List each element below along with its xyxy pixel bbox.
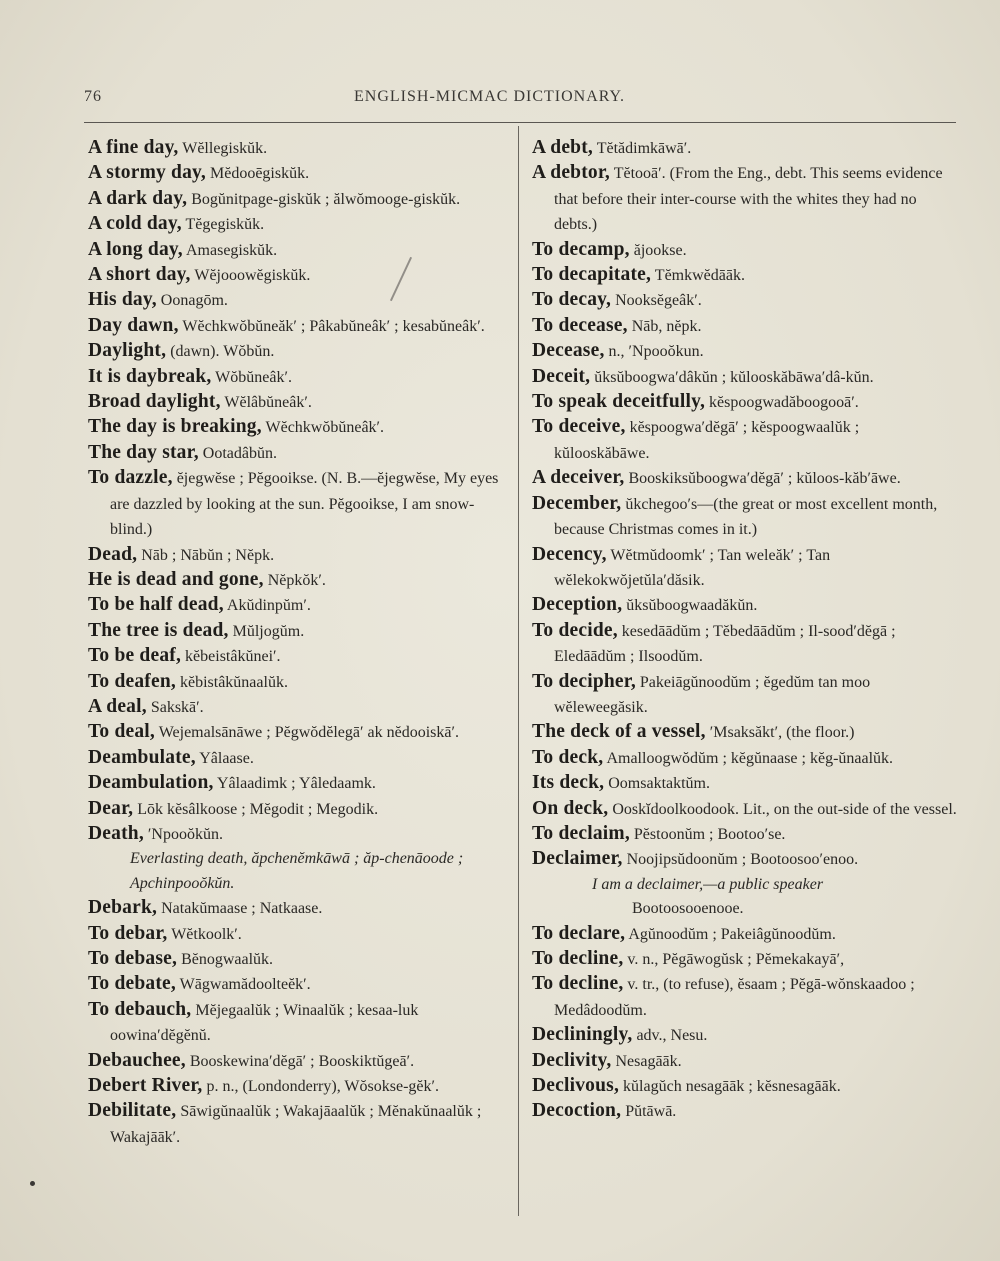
entry-definition: Lōk kĕsâlkoose ; Mĕgodit ; Megodik. [133, 800, 379, 818]
entry-headword: Dead, [88, 543, 138, 565]
entry-definition: Nāb, nĕpk. [627, 317, 702, 335]
dictionary-entry [532, 161, 958, 237]
entry-definition: adv., Nesu. [632, 1027, 708, 1045]
entry-definition: Amasegiskŭk. [182, 241, 278, 259]
entry-definition: Nāb ; Nābŭn ; Nĕpk. [137, 546, 275, 564]
entry-definition: Wĕchkwŏbŭneăk′ ; Pâkabŭneâk′ ; kesabŭneâk′. [178, 317, 485, 335]
entry-headword: Decliningly, [532, 1024, 633, 1046]
dictionary-entry [88, 998, 516, 1049]
entry-definition: Pŭtāwā. [621, 1103, 677, 1121]
entry-definition: Wejemalsānāwe ; Pĕgwŏdĕlegā′ ak nĕdooiskā′. [154, 724, 459, 742]
entry-headword: Decency, [532, 543, 607, 565]
entry-definition: Wŏbŭneâk′. [211, 368, 292, 386]
entry-headword: December, [532, 492, 622, 514]
running-title: ENGLISH-MICMAC DICTIONARY. [354, 88, 626, 105]
entry-headword: A fine day, [88, 137, 179, 158]
entry-headword: The day star, [88, 441, 199, 463]
entry-headword: Dear, [88, 797, 134, 819]
dictionary-entry [88, 543, 516, 568]
dictionary-entry [88, 314, 516, 339]
entry-headword: To deck, [532, 746, 604, 768]
dictionary-entry [88, 568, 516, 593]
entry-definition: ăjookse. [629, 241, 687, 259]
dictionary-entry [88, 771, 516, 796]
entry-definition: Wĕchkwŏbŭneâk′. [261, 419, 385, 437]
entry-definition: Oonagōm. [156, 292, 228, 310]
entry-headword: To be deaf, [88, 645, 182, 667]
entry-headword: Debauchee, [88, 1049, 186, 1071]
dictionary-entry [88, 822, 516, 847]
dictionary-entry [88, 1049, 516, 1074]
dictionary-entry [88, 187, 516, 212]
entry-headword: He is dead and gone, [88, 568, 264, 590]
entry-definition: p. n., (Londonderry), Wŏsokse-gĕk′. [202, 1078, 439, 1096]
entry-headword: It is daybreak, [88, 365, 212, 387]
entry-definition: Mŭljogŭm. [228, 622, 305, 640]
dictionary-entry [88, 644, 516, 669]
entry-headword: Declivous, [532, 1075, 620, 1097]
entry-headword: The deck of a vessel, [532, 721, 706, 743]
dictionary-entry [532, 314, 958, 339]
entry-definition: Sakskā′. [146, 698, 204, 716]
entry-headword: On deck, [532, 797, 609, 819]
entry-headword: To dazzle, [88, 467, 173, 489]
dictionary-entry [88, 896, 516, 921]
entry-definition: Tĕtooā′. (From the Eng., debt. This seems evidence that before their inter-course with the whites they had no debts.) [554, 165, 943, 234]
dictionary-note: Everlasting death, ăpchenĕmkāwā ; ăp-chenāoode ; Apchinpooŏkŭn. [130, 850, 464, 892]
entry-definition: Yâlaadimk ; Yâledaamk. [213, 775, 376, 793]
entry-definition: kesedāādŭm ; Tĕbedāādŭm ; Il-sood′dĕgā ; Eledāādŭm ; Ilsoodŭm. [554, 622, 896, 666]
entry-headword: The tree is dead, [88, 619, 229, 641]
entry-headword: Declivity, [532, 1049, 612, 1071]
dictionary-entry [88, 415, 516, 440]
entry-definition: v. tr., (to refuse), ĕsaam ; Pĕgā-wŏnskaadoo ; Medâdoodŭm. [554, 976, 915, 1019]
page-header [84, 88, 940, 112]
column-divider [518, 126, 519, 1216]
entry-headword: To decease, [532, 314, 628, 336]
entry-definition: kĕspoogwadăboogooā′. [705, 394, 859, 412]
dictionary-entry [532, 390, 958, 415]
dictionary-entry [88, 238, 516, 263]
entry-headword: To debar, [88, 922, 168, 944]
entry-definition: Tĕmkwĕdāāk. [651, 267, 745, 285]
dictionary-entry [532, 1099, 958, 1124]
dictionary-entry [532, 619, 958, 670]
entry-definition: Tĕtădimkāwā′. [593, 140, 692, 157]
entry-headword: To speak deceitfully, [532, 391, 706, 413]
entry-headword: To decline, [532, 973, 624, 995]
entry-definition: Wĕlâbŭneâk′. [220, 394, 312, 412]
entry-definition: v. n., Pĕgāwogŭsk ; Pĕmekakayā′, [623, 951, 845, 968]
dictionary-entry [88, 593, 516, 618]
entry-definition: ŭksŭboogwa′dâkŭn ; kŭlooskăbāwa′dâ-kŭn. [590, 368, 874, 386]
ink-dot [30, 1181, 35, 1186]
dictionary-entry [532, 466, 958, 491]
entry-headword: Debark, [88, 897, 158, 919]
dictionary-entry [532, 720, 958, 745]
entry-definition: Ootadâbŭn. [198, 444, 277, 462]
entry-headword: Deceit, [532, 365, 591, 387]
entry-headword: Debilitate, [88, 1100, 177, 1122]
dictionary-entry [88, 746, 516, 771]
dictionary-entry [532, 365, 958, 390]
dictionary-entry [532, 1074, 958, 1099]
entry-headword: To deal, [88, 721, 155, 743]
entry-headword: Decease, [532, 340, 605, 362]
entry-headword: Deambulation, [88, 772, 214, 794]
entry-definition: ′Msaksăkt′, (the floor.) [705, 724, 855, 742]
entry-definition: kĕbistâkŭnaalŭk. [175, 673, 288, 691]
entry-headword: Day dawn, [88, 314, 179, 336]
dictionary-entry [88, 339, 516, 364]
entry-definition: Natakŭmaase ; Natkaase. [157, 900, 323, 918]
dictionary-entry [532, 136, 958, 161]
entry-headword: To decide, [532, 619, 618, 641]
entry-headword: Debert River, [88, 1075, 203, 1097]
dictionary-entry [532, 593, 958, 618]
entry-headword: To decipher, [532, 670, 636, 692]
entry-headword: To deafen, [88, 670, 176, 692]
dictionary-entry [88, 922, 516, 947]
entry-definition: Akŭdinpŭm′. [223, 597, 311, 615]
dictionary-entry [88, 466, 516, 542]
left-column [88, 136, 516, 1150]
dictionary-entry [532, 415, 958, 466]
entry-headword: The day is breaking, [88, 416, 262, 438]
entry-definition: Oomsaktaktŭm. [604, 775, 710, 793]
entry-definition: Nĕpkŏk′. [263, 571, 326, 589]
dictionary-entry [88, 1074, 516, 1099]
entry-headword: To debase, [88, 948, 178, 969]
entry-headword: To debate, [88, 973, 176, 995]
dictionary-entry [532, 947, 958, 972]
dictionary-entry [532, 746, 958, 771]
entry-definition: Wāgwamădoolteĕk′. [175, 976, 311, 994]
entry-definition: Booskewina′dĕgā′ ; Booskiktŭgeā′. [185, 1052, 415, 1070]
dictionary-entry [532, 288, 958, 313]
entry-definition: Yâlaase. [195, 749, 254, 767]
dictionary-entry [532, 797, 958, 822]
entry-definition: ′Npooŏkŭn. [143, 825, 223, 843]
entry-headword: A stormy day, [88, 162, 206, 184]
entry-definition: kĕspoogwa′dĕgā′ ; kĕspoogwaalŭk ; kŭlooskăbāwe. [554, 419, 860, 462]
dictionary-entry [88, 288, 516, 313]
dictionary-entry [532, 263, 958, 288]
dictionary-entry [532, 847, 958, 872]
header-rule [84, 122, 956, 124]
entry-headword: To deceive, [532, 416, 626, 438]
entry-headword: Broad daylight, [88, 391, 221, 413]
entry-headword: A deal, [88, 695, 147, 717]
entry-headword: His day, [88, 289, 157, 311]
entry-headword: Daylight, [88, 340, 167, 362]
entry-definition: ŭkchegoo′s—(the great or most excellent month, because Christmas comes in it.) [554, 495, 938, 539]
entry-definition: ĕjegwĕse ; Pĕgooikse. (N. B.—ĕjegwĕse, My eyes are dazzled by looking at the sun. Pĕgooikse, I am snow-blind.) [110, 470, 499, 539]
dictionary-entry [88, 670, 516, 695]
entry-headword: Deception, [532, 594, 623, 616]
entry-definition: n., ′Npooŏkun. [604, 343, 704, 361]
dictionary-note: Bootoosooenooe. [632, 900, 744, 918]
entry-definition: ŭksŭboogwaadăkŭn. [622, 597, 758, 615]
entry-headword: Deambulate, [88, 746, 196, 768]
page-number: 76 [84, 88, 102, 105]
entry-headword: A dark day, [88, 187, 188, 209]
entry-headword: Decoction, [532, 1100, 622, 1122]
entry-definition: Wĕjooowĕgiskŭk. [190, 267, 311, 285]
dictionary-entry [532, 670, 958, 721]
entry-headword: To decamp, [532, 238, 630, 260]
dictionary-note: I am a declaimer,—a public speaker [592, 875, 824, 893]
entry-headword: To declaim, [532, 822, 630, 844]
entry-definition: Tĕgegiskŭk. [181, 216, 265, 234]
dictionary-entry [532, 771, 958, 796]
entry-headword: A cold day, [88, 213, 182, 235]
right-column [532, 136, 958, 1125]
entry-headword: Its deck, [532, 772, 605, 794]
dictionary-entry [88, 947, 516, 972]
dictionary-entry [88, 161, 516, 186]
entry-definition: Pĕstoonŭm ; Bootoo′se. [629, 825, 786, 843]
entry-headword: A debtor, [532, 162, 611, 184]
entry-headword: A deceiver, [532, 467, 625, 489]
entry-headword: A short day, [88, 264, 191, 286]
entry-definition: Bĕnogwaalŭk. [177, 951, 274, 968]
entry-definition: Booskiksŭboogwa′dĕgā′ ; kŭloos-kăb′āwe. [624, 470, 901, 488]
dictionary-entry [532, 339, 958, 364]
dictionary-entry [532, 1049, 958, 1074]
entry-headword: To be half dead, [88, 594, 224, 616]
entry-definition: Sāwigŭnaalŭk ; Wakajāaalŭk ; Mĕnakŭnaalŭk ; Wakajāāk′. [110, 1103, 482, 1146]
entry-headword: A long day, [88, 238, 183, 260]
entry-definition: Nesagāāk. [611, 1052, 682, 1070]
entry-headword: To decline, [532, 948, 624, 969]
dictionary-entry [532, 822, 958, 847]
dictionary-entry [532, 972, 958, 1023]
entry-definition: Ooskĭdoolkoodook. Lit., on the out-side of the vessel. [608, 800, 957, 818]
dictionary-entry [88, 390, 516, 415]
entry-definition: Bogŭnitpage-giskŭk ; ălwŏmooge-giskŭk. [187, 190, 461, 208]
dictionary-entry [88, 441, 516, 466]
dictionary-entry [532, 492, 958, 543]
entry-definition: Wĕllegiskŭk. [178, 140, 268, 157]
dictionary-entry [532, 1023, 958, 1048]
entry-headword: To declare, [532, 922, 626, 944]
dictionary-entry [88, 136, 516, 161]
entry-headword: Declaimer, [532, 848, 623, 870]
dictionary-entry [88, 695, 516, 720]
entry-definition: Wĕtmŭdoomk′ ; Tan weleăk′ ; Tan wĕlekokwŏjetŭla′dăsik. [554, 546, 831, 589]
entry-definition: Mĕdooēgiskŭk. [205, 165, 310, 183]
dictionary-entry [88, 263, 516, 288]
dictionary-entry [532, 922, 958, 947]
entry-definition: Noojipsŭdoonŭm ; Bootoosoo′enoo. [622, 851, 859, 869]
entry-definition: Mĕjegaalŭk ; Winaalŭk ; kesaa-luk oowina′dĕgĕnŭ. [110, 1001, 419, 1045]
entry-headword: To debauch, [88, 998, 192, 1020]
entry-definition: kĕbeistâkŭnei′. [181, 648, 281, 666]
dictionary-entry [532, 543, 958, 594]
entry-headword: To decay, [532, 289, 612, 311]
entry-definition: Pakeiāgŭnoodŭm ; ĕgedŭm tan moo wĕleweegăsik. [554, 673, 871, 716]
dictionary-entry [88, 972, 516, 997]
entry-headword: To decapitate, [532, 264, 652, 286]
entry-definition: Amalloogwŏdŭm ; kĕgŭnaase ; kĕg-ŭnaalŭk. [603, 749, 894, 767]
dictionary-entry [88, 797, 516, 822]
entry-definition: (dawn). Wŏbŭn. [166, 343, 275, 361]
entry-headword: A debt, [532, 137, 593, 158]
entry-definition: Nooksĕgeâk′. [611, 292, 702, 310]
dictionary-entry [532, 238, 958, 263]
dictionary-entry [88, 720, 516, 745]
dictionary-entry [88, 619, 516, 644]
entry-definition: Wĕtkoolk′. [167, 925, 242, 943]
dictionary-entry [88, 212, 516, 237]
entry-definition: kŭlagŭch nesagāāk ; kĕsnesagāāk. [619, 1078, 841, 1096]
entry-definition: Agŭnoodŭm ; Pakeiâgŭnoodŭm. [625, 925, 836, 943]
dictionary-entry [88, 365, 516, 390]
dictionary-entry [88, 1099, 516, 1150]
entry-headword: Death, [88, 822, 144, 844]
